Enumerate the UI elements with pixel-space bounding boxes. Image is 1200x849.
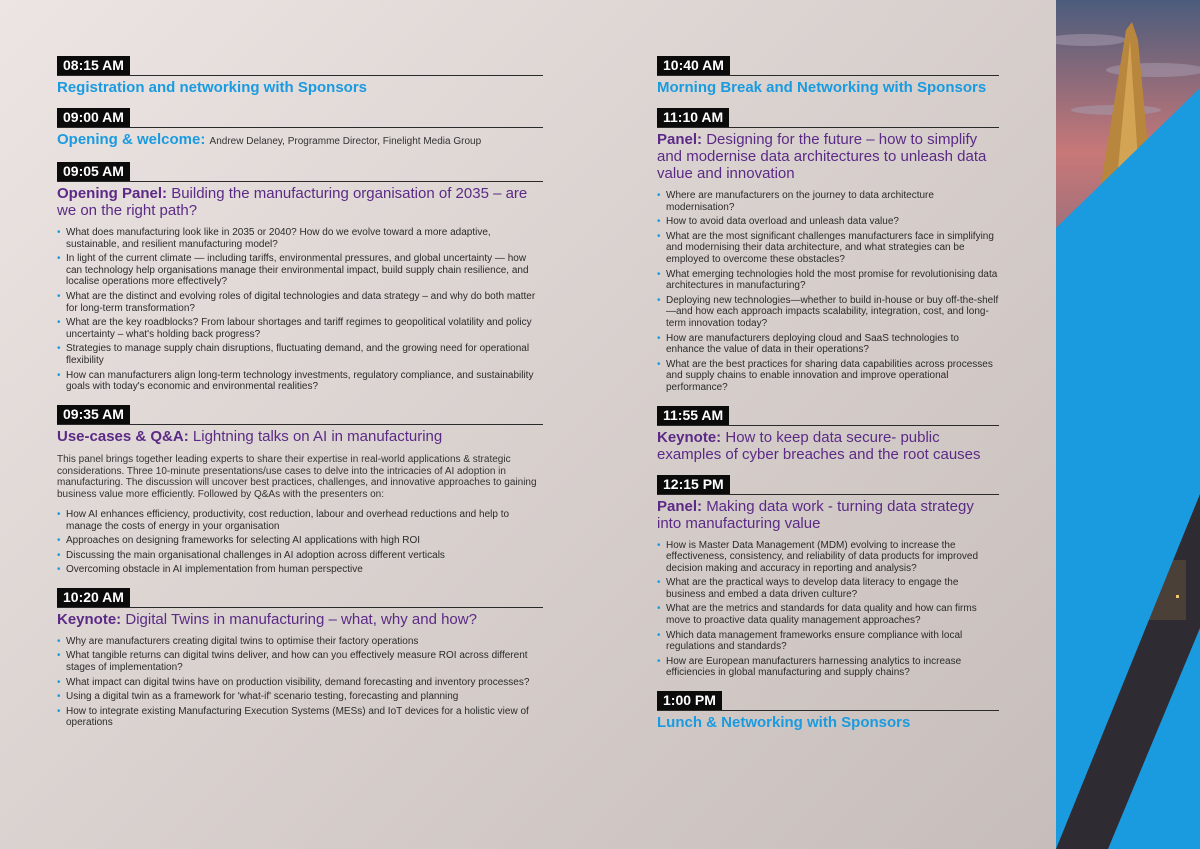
bullet-icon: • <box>657 539 661 551</box>
bullet-text: How can manufacturers align long-term technology investments, regulatory compliance, and sustainability goals with today's economic and environmental realities? <box>66 369 534 393</box>
bullet-text: What impact can digital twins have on production visibility, demand forecasting and inventory processes? <box>66 676 530 688</box>
divider <box>657 710 999 711</box>
bullet-icon: • <box>57 227 61 238</box>
session-title <box>57 611 543 628</box>
session-topic: Building the manufacturing organisation of 2035 – are we on the right path? <box>57 185 528 219</box>
list-item <box>57 253 543 288</box>
session-bullet-list <box>57 509 543 576</box>
list-item <box>57 650 543 673</box>
bullet-icon: • <box>657 332 661 344</box>
session-type-label: Panel: <box>657 131 703 148</box>
bullet-text: What are the metrics and standards for data quality and how can firms move to proactive data quality management approaches? <box>666 603 977 627</box>
bullet-icon: • <box>57 369 61 381</box>
session-time: 1:00 PM <box>657 691 722 710</box>
session-time-row <box>657 475 999 495</box>
session-time: 09:00 AM <box>57 108 130 127</box>
bullet-text: Using a digital twin as a framework for 'what-if' scenario testing, forecasting and planning <box>66 691 459 703</box>
session-time: 09:05 AM <box>57 162 130 181</box>
divider <box>657 75 999 76</box>
divider <box>657 425 999 426</box>
session-title <box>657 714 999 731</box>
bullet-icon: • <box>657 577 661 589</box>
session-title <box>657 498 999 532</box>
bullet-text: Strategies to manage supply chain disruptions, fluctuating demand, and the growing need for operational flexibility <box>66 343 530 366</box>
session-type-label: Use-cases & Q&A: <box>57 427 189 445</box>
divider <box>657 127 999 128</box>
list-item <box>57 317 543 340</box>
bullet-text: Which data management frameworks ensure compliance with local regulations and standards? <box>666 629 963 653</box>
session-time-row <box>657 691 999 711</box>
list-item <box>57 706 543 729</box>
bullet-icon: • <box>657 230 661 242</box>
list-item <box>57 343 543 366</box>
session-time: 08:15 AM <box>57 56 130 75</box>
bullet-icon: • <box>57 535 61 547</box>
session-type-label: Opening & welcome: <box>57 131 206 148</box>
bullet-icon: • <box>57 549 61 561</box>
list-item <box>657 216 999 228</box>
session-bullet-list <box>57 636 543 729</box>
agenda-session <box>57 162 543 393</box>
session-type-label: Keynote: <box>657 428 722 446</box>
session-description: This panel brings together leading experts to share their expertise in real-world applications & strategic considerations. Three 10-minute presentations/use cases to delve into the intricacies of AI adoption in manufacturing. The discussion will uncover best practices, challenges, and innovative approaches to gaining business value more efficiently. Followed by Q&As with the presenters on: <box>57 453 537 501</box>
bullet-icon: • <box>657 629 661 641</box>
session-speaker: Andrew Delaney, Programme Director, Finelight Media Group <box>209 136 482 147</box>
bullet-text: What are the most significant challenges manufacturers face in simplifying and modernising their data architecture, and what strategies can be employed to overcome these obstacles? <box>666 230 994 265</box>
skyline-illustration <box>1056 0 1200 849</box>
list-item <box>657 190 999 213</box>
session-topic: Designing for the future – how to simplify and modernise data architectures to unleash data value and innovation <box>657 131 987 182</box>
list-item <box>57 564 543 576</box>
bullet-text: How are manufacturers deploying cloud and SaaS technologies to enhance the value of data in their operations? <box>666 332 959 356</box>
session-topic: Making data work - turning data strategy into manufacturing value <box>657 497 974 532</box>
agenda-column-right <box>657 56 999 743</box>
bullet-text: What are the best practices for sharing data capabilities across processes and supply chains to enable innovation and improve operational performance? <box>666 358 993 393</box>
agenda-session <box>657 406 999 463</box>
bullet-text: Where are manufacturers on the journey to data architecture modernisation? <box>666 190 934 213</box>
list-item <box>657 231 999 266</box>
session-type-label: Morning Break and Networking with Sponsors <box>657 79 987 96</box>
session-title <box>57 79 543 96</box>
divider <box>57 181 543 182</box>
divider <box>57 424 543 425</box>
bullet-icon: • <box>57 705 61 717</box>
session-time-row <box>57 56 543 76</box>
bullet-text: How are European manufacturers harnessing analytics to increase efficiencies in global manufacturing and supply chains? <box>666 655 962 679</box>
bullet-icon: • <box>657 190 661 201</box>
list-item <box>657 630 999 653</box>
session-time-row <box>657 108 999 128</box>
session-title <box>57 185 543 219</box>
bullet-icon: • <box>57 635 61 647</box>
bullet-icon: • <box>57 564 61 576</box>
session-title <box>57 131 543 150</box>
session-time: 11:10 AM <box>657 108 729 127</box>
list-item <box>57 370 543 393</box>
agenda-session <box>657 691 999 731</box>
session-topic: How to keep data secure- public examples of cyber breaches and the root causes <box>657 428 981 463</box>
session-time: 12:15 PM <box>657 475 730 494</box>
session-title <box>657 131 999 182</box>
session-time-row <box>57 108 543 128</box>
session-time-row <box>657 406 999 426</box>
session-time: 10:20 AM <box>57 588 130 607</box>
bullet-icon: • <box>57 508 61 520</box>
city-skyline-image <box>1056 0 1200 849</box>
bullet-icon: • <box>657 358 661 370</box>
session-bullet-list <box>657 190 999 394</box>
list-item <box>57 227 543 250</box>
list-item <box>57 677 543 689</box>
bullet-text: What does manufacturing look like in 2035 or 2040? How do we evolve toward a more adaptive, sustainable, and resilient manufacturing model? <box>66 227 491 250</box>
session-bullet-list <box>657 540 999 680</box>
session-type-label: Registration and networking with Sponsors <box>57 79 368 96</box>
session-title <box>657 429 999 463</box>
bullet-text: In light of the current climate — including tariffs, environmental pressures, and global uncertainty — how can technology help organisations manage their environmental impact, build supply chain resilience, and localise operations more effectively? <box>66 253 529 288</box>
list-item <box>57 550 543 562</box>
list-item <box>657 540 999 575</box>
bullet-text: What are the distinct and evolving roles of digital technologies and data strategy – and why do both matter for long-term transformation? <box>66 290 536 314</box>
bullet-text: Deploying new technologies—whether to build in-house or buy off-the-shelf—and how each approach impacts scalability, integration, cost, and long-term innovation today? <box>666 294 999 329</box>
bullet-text: Discussing the main organisational challenges in AI adoption across different verticals <box>66 549 445 561</box>
bullet-text: How is Master Data Management (MDM) evolving to increase the effectiveness, consistency, and reliability of data products for improved decision making and accuracy in reporting and analysis? <box>666 539 979 574</box>
session-topic: Digital Twins in manufacturing – what, why and how? <box>125 610 477 628</box>
bullet-text: Why are manufacturers creating digital twins to optimise their factory operations <box>66 635 419 647</box>
session-type-label: Opening Panel: <box>57 185 168 202</box>
list-item <box>657 295 999 330</box>
session-type-label: Lunch & Networking with Sponsors <box>657 714 911 732</box>
agenda-session <box>57 56 543 96</box>
session-type-label: Keynote: <box>57 610 122 628</box>
agenda-session <box>57 108 543 150</box>
bullet-text: How AI enhances efficiency, productivity, cost reduction, labour and overhead reductions and help to manage the costs of energy in your organisation <box>66 508 510 532</box>
bullet-icon: • <box>57 650 61 662</box>
bullet-text: What emerging technologies hold the most promise for revolutionising data architectures in manufacturing? <box>666 268 998 292</box>
list-item <box>57 636 543 648</box>
list-item <box>657 269 999 292</box>
bullet-icon: • <box>57 343 61 355</box>
session-topic: Lightning talks on AI in manufacturing <box>192 427 443 445</box>
bullet-icon: • <box>657 603 661 615</box>
bullet-text: What are the practical ways to develop data literacy to engage the business and embed a data driven culture? <box>666 577 959 600</box>
divider <box>57 127 543 128</box>
bullet-icon: • <box>57 290 61 302</box>
session-title <box>657 79 999 96</box>
bullet-icon: • <box>657 655 661 667</box>
bullet-text: Overcoming obstacle in AI implementation from human perspective <box>66 564 363 576</box>
bullet-text: What are the key roadblocks? From labour shortages and tariff regimes to geopolitical volatility and policy uncertainty – what's holding back progress? <box>66 317 532 340</box>
list-item <box>657 333 999 356</box>
agenda-session <box>57 588 543 729</box>
list-item <box>57 509 543 532</box>
divider <box>657 494 999 495</box>
bullet-icon: • <box>657 268 661 280</box>
session-bullet-list <box>57 227 543 393</box>
session-time: 09:35 AM <box>57 405 130 424</box>
session-time-row <box>57 405 543 425</box>
bullet-text: How to integrate existing Manufacturing Execution Systems (MESs) and IoT devices for a holistic view of operations <box>66 705 529 729</box>
session-time-row <box>57 162 543 182</box>
session-time: 10:40 AM <box>657 56 730 75</box>
agenda-session <box>657 108 999 394</box>
session-type-label: Panel: <box>657 497 703 515</box>
agenda-session <box>657 475 999 680</box>
agenda-session <box>57 405 543 576</box>
divider <box>57 607 543 608</box>
list-item <box>57 691 543 703</box>
bullet-icon: • <box>57 676 61 688</box>
list-item <box>657 577 999 600</box>
bullet-icon: • <box>57 253 61 265</box>
bullet-icon: • <box>657 216 661 228</box>
divider <box>57 75 543 76</box>
bullet-icon: • <box>57 691 61 703</box>
list-item <box>57 535 543 547</box>
bullet-text: How to avoid data overload and unleash data value? <box>666 216 899 228</box>
list-item <box>657 603 999 626</box>
session-time: 11:55 AM <box>657 406 729 425</box>
agenda-column-left <box>57 56 543 741</box>
session-title <box>57 428 543 445</box>
bullet-text: Approaches on designing frameworks for selecting AI applications with high ROI <box>66 535 421 547</box>
bullet-icon: • <box>57 317 61 329</box>
list-item <box>657 359 999 394</box>
agenda-session <box>657 56 999 96</box>
bullet-text: What tangible returns can digital twins deliver, and how can you effectively measure ROI across different stages of implementation? <box>66 650 528 674</box>
list-item <box>657 656 999 679</box>
list-item <box>57 291 543 314</box>
session-time-row <box>57 588 543 608</box>
bullet-icon: • <box>657 294 661 306</box>
session-time-row <box>657 56 999 76</box>
